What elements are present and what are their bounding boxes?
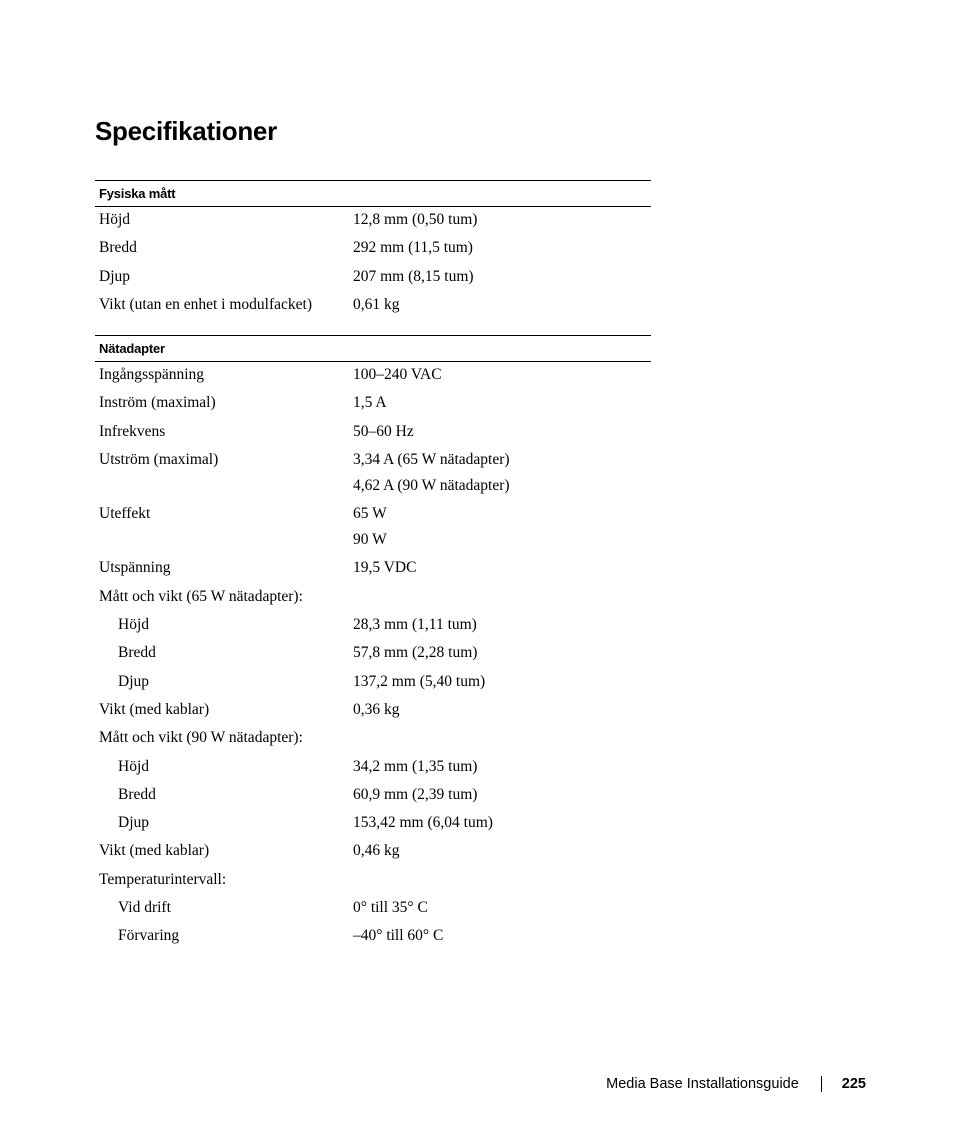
section-heading: Fysiska mått [95, 180, 651, 207]
spec-value: 0,36 kg [353, 700, 400, 718]
spec-row [95, 501, 651, 527]
spec-row [95, 292, 651, 320]
page-title: Specifikationer [95, 116, 277, 146]
spec-label [95, 473, 353, 501]
footer-divider [821, 1076, 822, 1092]
spec-value [353, 584, 651, 612]
spec-row [95, 697, 651, 725]
spec-row [95, 555, 651, 583]
spec-value: 1,5 A [353, 394, 387, 412]
spec-value [353, 867, 651, 895]
spec-label: Utspänning [99, 559, 171, 577]
spec-label: Bredd [118, 785, 156, 803]
spec-row [95, 895, 651, 923]
spec-label: Vikt (med kablar) [99, 700, 210, 718]
spec-value: 50–60 Hz [353, 422, 414, 440]
physical-dimensions-table [95, 180, 651, 320]
guide-title: Media Base Installationsguide [606, 1076, 799, 1092]
spec-value: –40° till 60° C [353, 927, 444, 945]
spec-label: Uteffekt [99, 505, 151, 523]
spec-label: Djup [118, 814, 149, 832]
spec-label: Höjd [118, 757, 149, 775]
spec-label: Infrekvens [99, 422, 166, 440]
spec-label: Ingångsspänning [99, 366, 205, 383]
spec-value: 65 W [353, 505, 387, 523]
spec-row [95, 584, 651, 612]
spec-row [95, 640, 651, 668]
spec-label: Vikt (utan en enhet i modulfacket) [99, 295, 312, 313]
spec-value: 0,46 kg [353, 842, 400, 860]
spec-row [95, 838, 651, 866]
spec-row [95, 754, 651, 782]
spec-row [95, 362, 651, 390]
spec-value: 100–240 VAC [353, 366, 442, 383]
spec-value: 153,42 mm (6,04 tum) [353, 814, 493, 832]
spec-label: Bredd [118, 644, 156, 662]
page-number: 225 [841, 1076, 866, 1092]
spec-value: 60,9 mm (2,39 tum) [353, 785, 478, 803]
spec-value [353, 725, 651, 753]
spec-value: 90 W [353, 531, 387, 549]
spec-value: 3,34 A (65 W nätadapter) [353, 450, 510, 468]
section-heading: Nätadapter [95, 335, 651, 362]
spec-value: 137,2 mm (5,40 tum) [353, 672, 486, 690]
spec-value: 28,3 mm (1,11 tum) [353, 616, 477, 634]
spec-label: Höjd [99, 211, 130, 228]
spec-label: Vikt (med kablar) [99, 842, 210, 860]
spec-row [95, 390, 651, 418]
spec-value: 0° till 35° C [353, 899, 428, 917]
spec-label: Bredd [99, 239, 137, 257]
spec-row [95, 612, 651, 640]
spec-row [95, 264, 651, 292]
spec-label: Djup [99, 267, 130, 285]
spec-row [95, 669, 651, 697]
spec-label: Förvaring [118, 927, 180, 945]
spec-label: Mått och vikt (90 W nätadapter): [99, 729, 303, 747]
spec-row [95, 473, 651, 501]
spec-row [95, 867, 651, 895]
power-adapter-table [95, 335, 651, 952]
spec-value: 19,5 VDC [353, 559, 417, 577]
spec-value: 57,8 mm (2,28 tum) [353, 644, 478, 662]
spec-label: Djup [118, 672, 149, 690]
spec-value: 34,2 mm (1,35 tum) [353, 757, 478, 775]
spec-row [95, 447, 651, 473]
spec-value: 4,62 A (90 W nätadapter) [353, 476, 510, 494]
spec-row [95, 923, 651, 951]
spec-label [95, 527, 353, 555]
spec-row [95, 725, 651, 753]
page-footer [606, 1076, 866, 1092]
spec-row [95, 527, 651, 555]
spec-label: Utström (maximal) [99, 450, 219, 468]
spec-row [95, 235, 651, 263]
spec-label: Inström (maximal) [99, 394, 216, 412]
spec-row [95, 810, 651, 838]
spec-value: 0,61 kg [353, 295, 400, 313]
spec-label: Temperaturintervall: [99, 870, 227, 888]
spec-label: Vid drift [118, 899, 171, 917]
spec-row [95, 419, 651, 447]
spec-label: Mått och vikt (65 W nätadapter): [99, 587, 303, 605]
spec-value: 207 mm (8,15 tum) [353, 267, 474, 285]
spec-row [95, 782, 651, 810]
spec-value: 292 mm (11,5 tum) [353, 239, 473, 257]
spec-row [95, 207, 651, 235]
spec-label: Höjd [118, 616, 149, 634]
spec-value: 12,8 mm (0,50 tum) [353, 211, 478, 228]
